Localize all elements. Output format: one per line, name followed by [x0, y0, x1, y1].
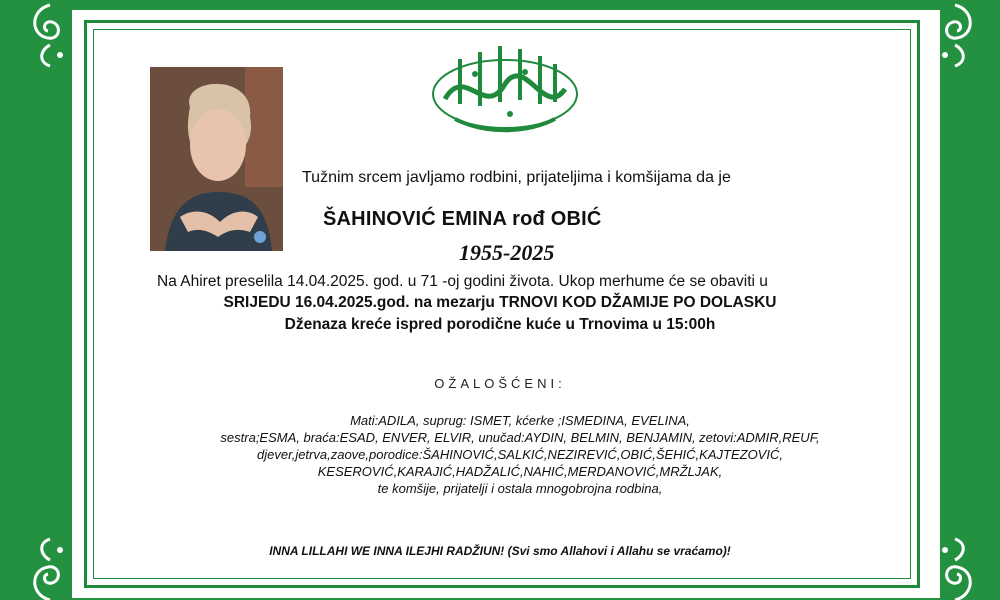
mourners-line: te komšije, prijatelji i ostala mnogobrojna rodbina,: [377, 481, 663, 496]
mourners-line: KESEROVIĆ,KARAJIĆ,HADŽALIĆ,NAHIĆ,MERDANOVIĆ,MRŽLJAK,: [317, 464, 723, 479]
mourners-line: sestra;ESMA, braća:ESAD, ENVER, ELVIR, unučad:AYDIN, BELMIN, BENJAMIN, zetovi:ADMIR,REUF,: [220, 430, 820, 445]
mourners-heading: OŽALOŠĆENI:: [434, 376, 566, 391]
closing-prayer: INNA LILLAHI WE INNA ILEJHI RADŽIUN! (Svi smo Allahovi i Allahu se vraćamo)!: [269, 544, 731, 558]
deceased-name: ŠAHINOVIĆ EMINA rođ OBIĆ: [323, 208, 602, 230]
ornament-top-right-icon: [925, 0, 985, 70]
deceased-photo: [150, 67, 283, 251]
announcement-line-3: Dženaza kreće ispred porodične kuće u Trnovima u 15:00h: [284, 316, 716, 333]
mourners-line: djever,jetrva,zaove,porodice:ŠAHINOVIĆ,SALKIĆ,NEZIREVIĆ,OBIĆ,ŠEHIĆ,KAJTEZOVIĆ,: [257, 447, 783, 462]
mourners-list: [160, 412, 880, 497]
calligraphy-emblem-icon: [425, 34, 585, 144]
mourners-line: Mati:ADILA, suprug: ISMET, kćerke ;ISMEDINA, EVELINA,: [350, 413, 690, 428]
intro-text: Tužnim srcem javljamo rodbini, prijateljima i komšijama da je: [302, 169, 731, 186]
deceased-years: 1955-2025: [459, 240, 555, 265]
ornament-top-left-icon: [20, 0, 80, 70]
announcement-line-2: SRIJEDU 16.04.2025.god. na mezarju TRNOVI KOD DŽAMIJE PO DOLASKU: [223, 294, 777, 311]
announcement-line-1: Na Ahiret preselila 14.04.2025. god. u 71 -oj godini života. Ukop merhume će se obaviti u: [157, 273, 768, 290]
